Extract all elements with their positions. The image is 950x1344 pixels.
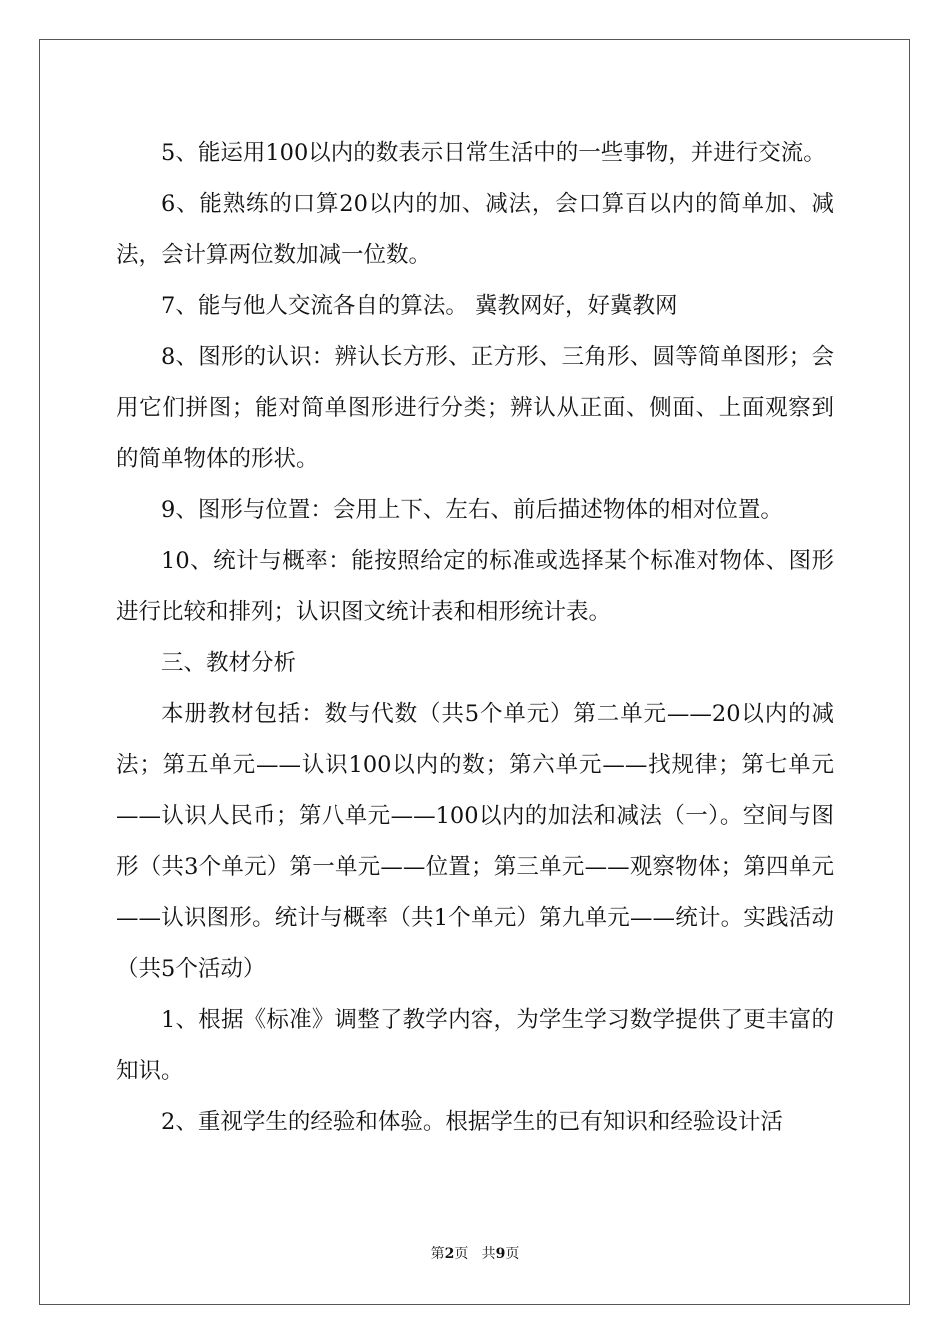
paragraph: 10、统计与概率：能按照给定的标准或选择某个标准对物体、图形进行比较和排列；认识图文统计表和相形统计表。	[116, 548, 834, 625]
section-heading: 三、教材分析	[161, 650, 297, 676]
page-prefix: 第	[430, 1246, 445, 1262]
paragraph: 8、图形的认识：辨认长方形、正方形、三角形、圆等简单图形；会用它们拼图；能对简单图形进行分类；辨认从正面、侧面、上面观察到的简单物体的形状。	[116, 344, 834, 472]
paragraph: 9、图形与位置：会用上下、左右、前后描述物体的相对位置。	[161, 497, 783, 523]
paragraph: 7、能与他人交流各自的算法。 冀教网好，好冀教网	[161, 293, 678, 319]
paragraph: 6、能熟练的口算20以内的加、减法，会口算百以内的简单加、减法，会计算两位数加减一位数。	[116, 191, 834, 268]
page-number: 2	[444, 1246, 455, 1262]
paragraph: 2、重视学生的经验和体验。根据学生的已有知识和经验设计活	[161, 1109, 783, 1135]
paragraph: 本册教材包括：数与代数（共5个单元）第二单元——20以内的减法；第五单元——认识100以内的数；第六单元——找规律；第七单元——认识人民币；第八单元——100以内的加法和减法（一）。空间与图形（共3个单元）第一单元——位置；第三单元——观察物体；第四单元——认识图形。统计与概率（共1个单元）第九单元——统计。实践活动（共5个活动）	[116, 701, 834, 982]
total-prefix: 共	[481, 1246, 496, 1262]
page-footer	[0, 1243, 950, 1263]
total-suffix: 页	[505, 1246, 520, 1262]
total-pages: 9	[495, 1246, 506, 1262]
paragraph: 5、能运用100以内的数表示日常生活中的一些事物，并进行交流。	[161, 140, 826, 166]
paragraph: 1、根据《标准》调整了教学内容，为学生学习数学提供了更丰富的知识。	[116, 1007, 834, 1084]
page-suffix: 页	[454, 1246, 469, 1262]
document-body	[116, 128, 834, 1148]
